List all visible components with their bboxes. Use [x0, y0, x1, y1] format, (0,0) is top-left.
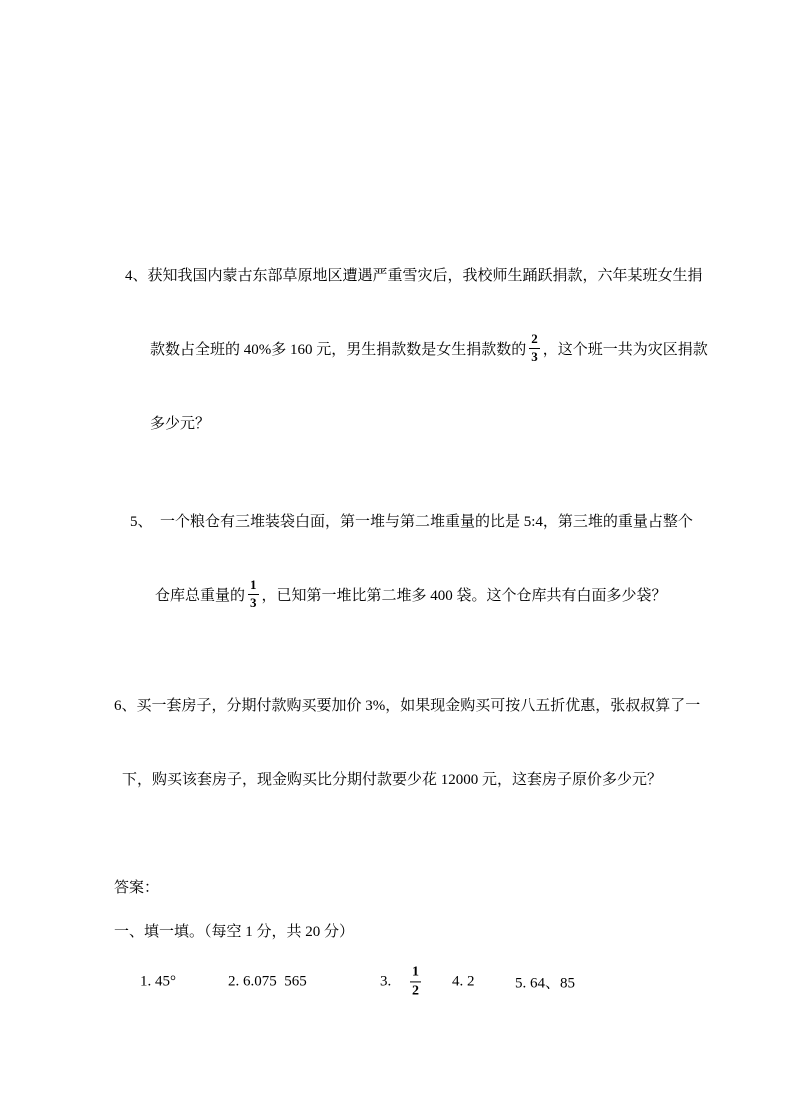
fraction-denominator: 3 [531, 348, 538, 364]
answer-4: 4. 2 [452, 973, 475, 990]
fraction-denominator: 3 [250, 594, 257, 610]
answer-3-label: 3. [380, 973, 392, 990]
question-6-text-1: 6、买一套房子，分期付款购买要加价 3%，如果现金购买可按八五折优惠，张叔叔算了一 [114, 697, 701, 714]
question-4-text-3: 多少元？ [150, 415, 211, 432]
question-4 [125, 220, 708, 476]
question-6-text-2: 下，购买该套房子，现金购买比分期付款要少花 12000 元，这套房子原价多少元？ [122, 771, 663, 788]
answer-1: 1. 45° [140, 973, 176, 990]
question-5-text-1: 5、 一个粮仓有三堆装袋白面，第一堆与第二堆重量的比是 5:4，第三堆的重量占整个 [130, 513, 693, 530]
question-4-line-1 [125, 254, 708, 294]
fraction-denominator: 2 [412, 983, 419, 999]
answer-5: 5. 64、85 [515, 975, 576, 992]
question-6-line-1 [114, 684, 700, 724]
fill-in-answers-row [0, 956, 790, 1008]
question-4-text-2b: ，这个班一共为灾区捐款 [542, 341, 708, 358]
question-5-line-1 [130, 500, 693, 540]
question-5-line-2 [130, 574, 693, 614]
fraction-numerator: 2 [529, 332, 540, 349]
fill-in-section-heading: 一、填一填。（每空 1 分，共 20 分） [114, 924, 355, 940]
fraction-numerator: 1 [248, 578, 259, 595]
question-5-text-2a: 仓库总重量的 [155, 587, 246, 604]
question-6-line-2 [114, 758, 700, 798]
answer-3-fraction-one-half [410, 964, 421, 999]
fraction-one-third [248, 578, 259, 611]
question-4-text-2a: 款数占全班的 40%多 160 元，男生捐款数是女生捐款数的 [150, 341, 527, 358]
question-4-text-1: 4、获知我国内蒙古东部草原地区遭遇严重雪灾后，我校师生踊跃捐款，六年某班女生捐 [125, 267, 703, 284]
answers-heading: 答案： [114, 880, 160, 896]
question-6 [114, 650, 700, 832]
question-4-line-3 [125, 402, 708, 442]
fraction-numerator: 1 [410, 964, 421, 982]
fraction-two-thirds [529, 332, 540, 365]
question-5 [130, 466, 693, 648]
question-4-line-2 [125, 328, 708, 368]
question-5-text-2b: ，已知第一堆比第二堆多 400 袋。这个仓库共有白面多少袋？ [261, 587, 667, 604]
answer-2: 2. 6.075 565 [228, 973, 307, 990]
